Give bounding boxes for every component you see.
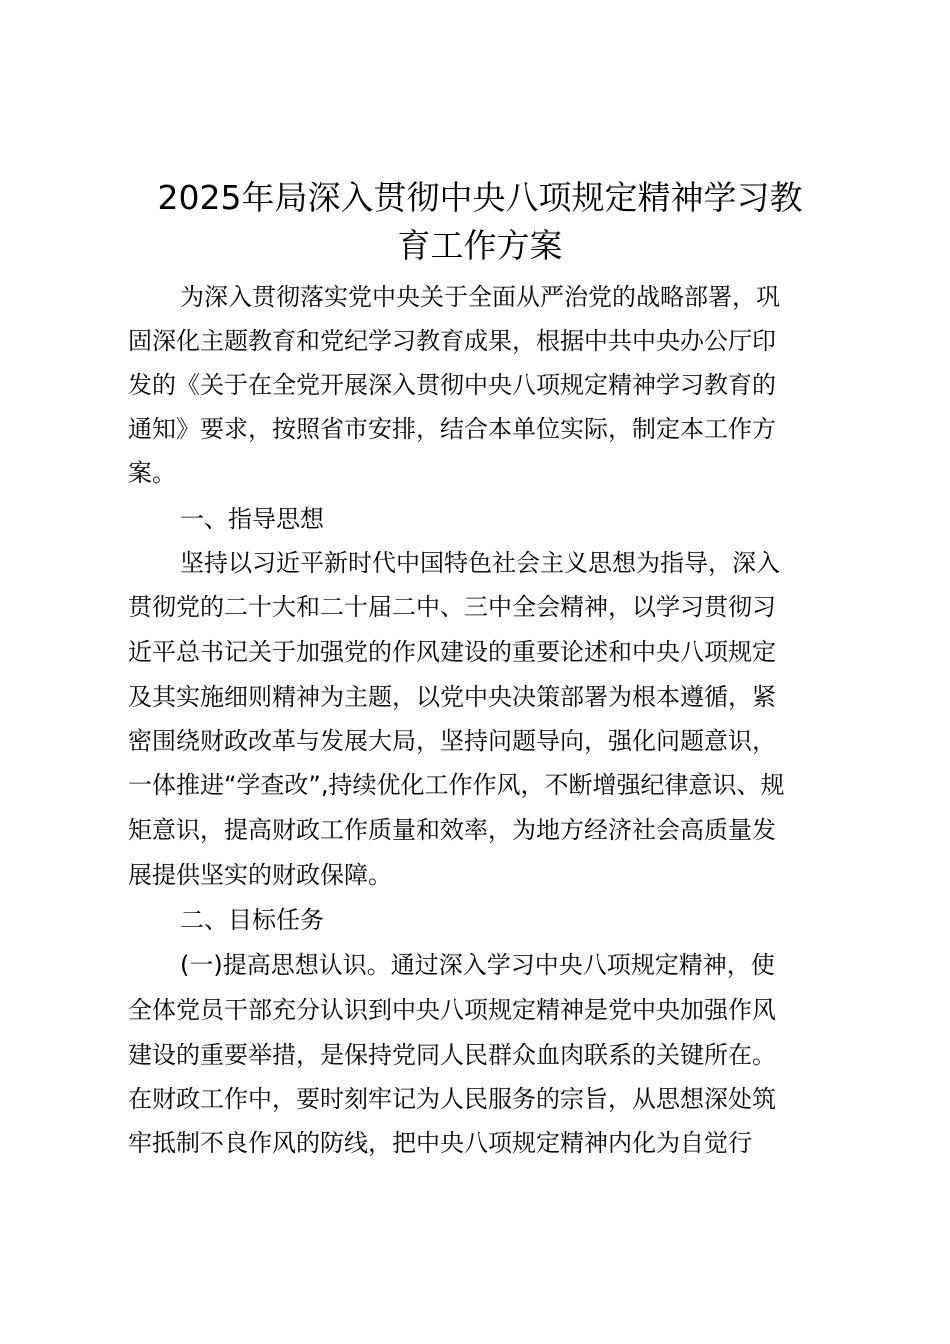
- document-title-line-2: 育工作方案: [397, 226, 563, 265]
- paragraph-goals-line: (一)提高思想认识。通过深入学习中央八项规定精神，使: [180, 951, 775, 979]
- paragraph-guiding-ideology-line: 坚持以习近平新时代中国特色社会主义思想为指导，深入: [180, 549, 780, 577]
- paragraph-goals-line: 在财政工作中，要时刻牢记为人民服务的宗旨，从思想深处筑: [128, 1085, 776, 1113]
- paragraph-guiding-ideology-line: 展提供坚实的财政保障。: [128, 861, 392, 889]
- paragraph-intro-line: 为深入贯彻落实党中央关于全面从严治党的战略部署，巩: [180, 283, 780, 311]
- section-heading-goals-tasks: 二、目标任务: [180, 906, 324, 934]
- paragraph-intro-line: 案。: [128, 459, 176, 487]
- paragraph-intro-line: 发的《关于在全党开展深入贯彻中央八项规定精神学习教育的: [128, 371, 776, 399]
- paragraph-goals-line: 牢抵制不良作风的防线，把中央八项规定精神内化为自觉行: [128, 1129, 752, 1157]
- document-title-line-1: 2025年局深入贯彻中央八项规定精神学习教: [157, 178, 803, 217]
- paragraph-goals-line: 全体党员干部充分认识到中央八项规定精神是党中央加强作风: [128, 996, 776, 1024]
- paragraph-goals-line: 建设的重要举措，是保持党同人民群众血肉联系的关键所在。: [128, 1041, 776, 1069]
- paragraph-guiding-ideology-line: 及其实施细则精神为主题，以党中央决策部署为根本遵循，紧: [128, 683, 776, 711]
- paragraph-guiding-ideology-line: 一体推进“学查改”,持续优化工作作风，不断增强纪律意识、规: [128, 771, 785, 799]
- paragraph-intro-line: 通知》要求，按照省市安排，结合本单位实际，制定本工作方: [128, 415, 776, 443]
- paragraph-guiding-ideology-line: 密围绕财政改革与发展大局，坚持问题导向，强化问题意识，: [128, 727, 776, 755]
- paragraph-guiding-ideology-line: 近平总书记关于加强党的作风建设的重要论述和中央八项规定: [128, 638, 776, 666]
- paragraph-intro-line: 固深化主题教育和党纪学习教育成果，根据中共中央办公厅印: [128, 327, 776, 355]
- paragraph-guiding-ideology-line: 矩意识，提高财政工作质量和效率，为地方经济社会高质量发: [128, 816, 776, 844]
- section-heading-guiding-ideology: 一、指导思想: [180, 505, 324, 533]
- paragraph-guiding-ideology-line: 贯彻党的二十大和二十届二中、三中全会精神，以学习贯彻习: [128, 593, 776, 621]
